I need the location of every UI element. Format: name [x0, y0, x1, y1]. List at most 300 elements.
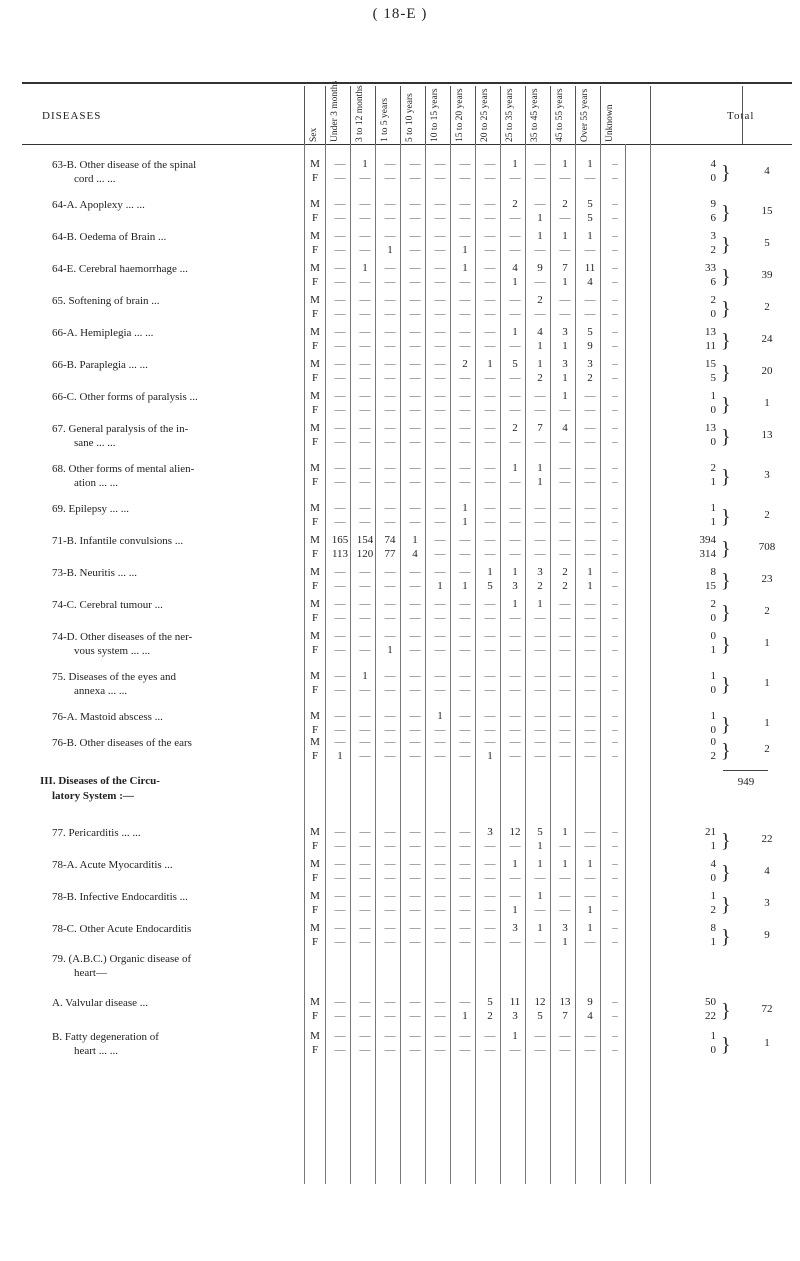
age-cell: — — [559, 308, 571, 320]
total-male: 50 — [705, 996, 716, 1008]
disease-name: 76-B. Other diseases of the ears — [52, 737, 192, 749]
age-cell: — — [484, 502, 496, 514]
age-cell: — — [484, 840, 496, 852]
age-cell: 1 — [362, 158, 368, 170]
age-cell: 1 — [462, 262, 468, 274]
total-female: 1 — [710, 476, 716, 488]
brace-icon: } — [721, 466, 731, 488]
age-cell: — — [384, 904, 396, 916]
age-cell: 2 — [537, 580, 543, 592]
disease-name: 64-E. Cerebral haemorrhage ... — [52, 263, 188, 275]
row-total: 24 — [761, 333, 773, 345]
brace-icon: } — [721, 1000, 731, 1022]
age-cell: 12 — [534, 996, 546, 1008]
age-cell: – — [612, 1044, 618, 1056]
age-cell: — — [359, 436, 371, 448]
age-cell: 5 — [487, 996, 493, 1008]
age-cell: — — [559, 612, 571, 624]
age-cell: — — [359, 840, 371, 852]
page-number: ( 18-E ) — [372, 6, 428, 22]
age-cell: 1 — [512, 1030, 518, 1042]
sex-label: M — [310, 262, 320, 274]
age-cell: — — [484, 872, 496, 884]
age-cell: — — [434, 212, 446, 224]
total-male: 0 — [710, 630, 716, 642]
age-cell: — — [559, 172, 571, 184]
total-male: 3 — [710, 230, 716, 242]
age-cell: — — [334, 566, 346, 578]
age-cell: — — [534, 198, 546, 210]
header-col-label: 35 to 45 years — [530, 88, 540, 142]
age-cell: — — [359, 212, 371, 224]
age-cell: 1 — [512, 276, 518, 288]
age-cell: — — [509, 644, 521, 656]
age-cell: 5 — [512, 358, 518, 370]
age-cell: — — [384, 840, 396, 852]
age-cell: — — [509, 612, 521, 624]
age-cell: — — [359, 404, 371, 416]
age-cell: — — [434, 1010, 446, 1022]
age-cell: — — [334, 436, 346, 448]
age-cell: — — [384, 462, 396, 474]
age-cell: 1 — [562, 276, 568, 288]
age-cell: — — [459, 308, 471, 320]
disease-name: 71-B. Infantile convulsions ... — [52, 535, 184, 547]
age-cell: — — [384, 358, 396, 370]
age-cell: — — [509, 230, 521, 242]
age-cell: – — [612, 840, 618, 852]
age-cell: — — [484, 230, 496, 242]
age-cell: — — [459, 534, 471, 546]
age-cell: — — [459, 922, 471, 934]
row-total: 708 — [758, 541, 776, 553]
row-total: 1 — [764, 637, 770, 649]
sex-label: F — [311, 172, 319, 184]
total-male: 8 — [710, 922, 716, 934]
age-cell: — — [359, 1030, 371, 1042]
age-cell: — — [459, 904, 471, 916]
age-cell: 5 — [537, 1010, 543, 1022]
total-female: 314 — [699, 548, 716, 560]
age-cell: — — [509, 172, 521, 184]
age-cell: — — [484, 724, 496, 736]
age-cell: — — [584, 630, 596, 642]
age-cell: – — [612, 580, 618, 592]
age-cell: 2 — [537, 372, 543, 384]
age-cell: 1 — [462, 502, 468, 514]
disease-name-cont: vous system ... ... — [74, 645, 151, 657]
age-cell: 1 — [537, 840, 543, 852]
age-cell: – — [612, 996, 618, 1008]
age-cell: 74 — [384, 534, 396, 546]
top-rule — [22, 82, 792, 84]
age-cell: — — [509, 340, 521, 352]
age-cell: — — [359, 612, 371, 624]
age-cell: — — [534, 872, 546, 884]
age-cell: 1 — [512, 566, 518, 578]
age-cell: 4 — [537, 326, 543, 338]
age-cell: — — [484, 462, 496, 474]
age-cell: 7 — [562, 1010, 568, 1022]
age-cell: — — [359, 858, 371, 870]
total-female: 0 — [710, 436, 716, 448]
age-cell: — — [484, 340, 496, 352]
age-cell: — — [334, 1010, 346, 1022]
age-cell: — — [409, 502, 421, 514]
age-cell: — — [584, 308, 596, 320]
age-cell: 4 — [512, 262, 518, 274]
age-cell: — — [459, 890, 471, 902]
total-female: 0 — [710, 1044, 716, 1056]
age-cell: 1 — [562, 372, 568, 384]
age-cell: — — [409, 710, 421, 722]
age-cell: — — [459, 724, 471, 736]
sex-label: M — [310, 1030, 320, 1042]
age-cell: — — [459, 340, 471, 352]
brace-icon: } — [721, 538, 731, 560]
row-total: 1 — [764, 677, 770, 689]
header-col-divider — [425, 86, 426, 144]
age-cell: — — [359, 724, 371, 736]
age-cell: — — [459, 404, 471, 416]
sex-label: M — [310, 922, 320, 934]
brace-icon: } — [721, 394, 731, 416]
age-cell: — — [509, 502, 521, 514]
age-cell: — — [434, 340, 446, 352]
age-cell: — — [434, 244, 446, 256]
age-cell: — — [434, 1044, 446, 1056]
age-cell: — — [584, 1030, 596, 1042]
age-cell: — — [359, 936, 371, 948]
age-cell: — — [559, 1030, 571, 1042]
header-col-label: Under 3 months — [330, 80, 340, 142]
age-cell: — — [484, 276, 496, 288]
age-cell: — — [559, 904, 571, 916]
age-cell: — — [409, 922, 421, 934]
age-cell: — — [559, 502, 571, 514]
age-cell: — — [384, 580, 396, 592]
age-cell: — — [334, 890, 346, 902]
age-cell: 113 — [331, 548, 349, 560]
disease-name: 75. Diseases of the eyes and — [52, 671, 177, 683]
age-cell: — — [434, 462, 446, 474]
age-cell: — — [584, 462, 596, 474]
brace-icon: } — [721, 714, 731, 736]
age-cell: 2 — [562, 566, 568, 578]
age-cell: 5 — [587, 198, 593, 210]
age-cell: — — [434, 872, 446, 884]
sex-label: F — [311, 1010, 319, 1022]
age-cell: — — [559, 244, 571, 256]
age-cell: — — [434, 230, 446, 242]
row-total: 39 — [761, 269, 773, 281]
sex-label: M — [310, 326, 320, 338]
disease-name-cont: heart— — [74, 967, 107, 979]
age-cell: — — [584, 724, 596, 736]
header-col-label: 20 to 25 years — [480, 88, 490, 142]
total-female: 2 — [710, 244, 716, 256]
age-cell: — — [434, 198, 446, 210]
age-cell: — — [334, 840, 346, 852]
total-female: 6 — [710, 276, 716, 288]
sex-label: F — [311, 548, 319, 560]
total-male: 15 — [705, 358, 716, 370]
age-cell: — — [434, 158, 446, 170]
age-cell: — — [384, 516, 396, 528]
disease-name-cont: sane ... ... — [74, 437, 116, 449]
age-cell: — — [334, 212, 346, 224]
age-cell: — — [384, 684, 396, 696]
age-cell: — — [409, 390, 421, 402]
brace-icon: } — [721, 926, 731, 948]
age-cell: — — [384, 890, 396, 902]
age-cell: — — [484, 198, 496, 210]
age-cell: — — [334, 1030, 346, 1042]
header-col-divider — [400, 86, 401, 144]
sex-label: M — [310, 158, 320, 170]
brace-icon: } — [721, 674, 731, 696]
age-cell: — — [434, 276, 446, 288]
age-cell: — — [359, 244, 371, 256]
age-cell: — — [534, 172, 546, 184]
age-cell: — — [584, 1044, 596, 1056]
age-cell: 1 — [487, 566, 493, 578]
age-cell: — — [359, 710, 371, 722]
age-cell: — — [434, 630, 446, 642]
age-cell: 1 — [512, 326, 518, 338]
age-cell: – — [612, 826, 618, 838]
age-cell: 3 — [512, 922, 518, 934]
age-cell: — — [434, 390, 446, 402]
age-cell: — — [434, 262, 446, 274]
sex-label: F — [311, 936, 319, 948]
age-cell: — — [434, 326, 446, 338]
disease-name-cont: cord ... ... — [74, 173, 116, 185]
age-cell: – — [612, 710, 618, 722]
total-male: 21 — [705, 826, 716, 838]
age-cell: — — [459, 230, 471, 242]
age-cell: — — [534, 644, 546, 656]
age-cell: — — [434, 736, 446, 748]
age-cell: — — [459, 684, 471, 696]
age-cell: — — [559, 534, 571, 546]
header-col-divider — [742, 86, 743, 144]
age-cell: – — [612, 922, 618, 934]
age-cell: — — [334, 670, 346, 682]
disease-name: 79. (A.B.C.) Organic disease of — [52, 953, 192, 965]
age-cell: — — [459, 936, 471, 948]
brace-icon: } — [721, 602, 731, 624]
row-total: 2 — [764, 605, 770, 617]
age-cell: – — [612, 736, 618, 748]
age-cell: — — [509, 890, 521, 902]
age-cell: — — [334, 872, 346, 884]
age-cell: – — [612, 276, 618, 288]
age-cell: – — [612, 372, 618, 384]
header-col-label: Over 55 years — [580, 88, 590, 142]
age-cell: — — [484, 710, 496, 722]
disease-name: 68. Other forms of mental alien- — [52, 463, 195, 475]
age-cell: – — [612, 294, 618, 306]
age-cell: — — [509, 840, 521, 852]
sex-label: F — [311, 212, 319, 224]
disease-name: 78-B. Infective Endocarditis ... — [52, 891, 188, 903]
age-cell: 1 — [587, 566, 593, 578]
age-cell: — — [409, 1010, 421, 1022]
age-cell: — — [409, 750, 421, 762]
sex-label: M — [310, 566, 320, 578]
sex-label: M — [310, 826, 320, 838]
total-female: 6 — [710, 212, 716, 224]
age-cell: — — [584, 710, 596, 722]
age-cell: 2 — [562, 198, 568, 210]
age-cell: — — [534, 534, 546, 546]
total-male: 1 — [710, 890, 716, 902]
header-col-divider — [500, 86, 501, 144]
age-cell: — — [434, 308, 446, 320]
age-cell: 1 — [487, 358, 493, 370]
age-cell: 3 — [562, 358, 568, 370]
age-cell: – — [612, 684, 618, 696]
total-female: 5 — [710, 372, 716, 384]
age-cell: – — [612, 548, 618, 560]
age-cell: 1 — [512, 858, 518, 870]
header-col-divider — [525, 86, 526, 144]
age-cell: — — [359, 644, 371, 656]
sex-label: M — [310, 294, 320, 306]
age-cell: — — [559, 736, 571, 748]
age-cell: — — [409, 172, 421, 184]
age-cell: — — [434, 724, 446, 736]
total-male: 1 — [710, 670, 716, 682]
age-cell: — — [534, 390, 546, 402]
age-cell: — — [584, 826, 596, 838]
age-cell: — — [434, 890, 446, 902]
total-male: 2 — [710, 462, 716, 474]
age-cell: — — [409, 212, 421, 224]
age-cell: 1 — [562, 158, 568, 170]
age-cell: — — [459, 326, 471, 338]
age-cell: — — [384, 858, 396, 870]
age-cell: – — [612, 670, 618, 682]
age-cell: — — [484, 516, 496, 528]
age-cell: 2 — [487, 1010, 493, 1022]
age-cell: — — [509, 724, 521, 736]
sex-label: F — [311, 476, 319, 488]
age-cell: 2 — [512, 422, 518, 434]
age-cell: — — [384, 476, 396, 488]
age-cell: — — [484, 736, 496, 748]
section-title-cont: latory System :— — [52, 790, 134, 802]
sex-label: M — [310, 996, 320, 1008]
total-female: 0 — [710, 724, 716, 736]
row-total: 15 — [761, 205, 773, 217]
age-cell: — — [359, 462, 371, 474]
row-total: 72 — [761, 1003, 773, 1015]
age-cell: — — [434, 644, 446, 656]
total-female: 1 — [710, 516, 716, 528]
age-cell: — — [384, 750, 396, 762]
age-cell: — — [384, 294, 396, 306]
age-cell: — — [384, 1030, 396, 1042]
sex-label: M — [310, 858, 320, 870]
age-cell: — — [584, 936, 596, 948]
age-cell: — — [484, 244, 496, 256]
age-cell: — — [384, 1044, 396, 1056]
age-cell: — — [534, 158, 546, 170]
row-total: 4 — [764, 865, 770, 877]
age-cell: — — [484, 612, 496, 624]
age-cell: — — [384, 502, 396, 514]
age-cell: — — [384, 1010, 396, 1022]
row-total: 1 — [764, 397, 770, 409]
age-cell: — — [584, 612, 596, 624]
age-cell: — — [484, 670, 496, 682]
age-cell: — — [334, 580, 346, 592]
age-cell: 1 — [387, 644, 393, 656]
age-cell: 1 — [512, 158, 518, 170]
age-cell: — — [334, 358, 346, 370]
sex-label: M — [310, 358, 320, 370]
disease-name-cont: annexa ... ... — [74, 685, 128, 697]
age-cell: — — [384, 372, 396, 384]
age-cell: — — [484, 476, 496, 488]
age-cell: 11 — [509, 996, 521, 1008]
age-cell: — — [534, 710, 546, 722]
total-female: 22 — [705, 1010, 716, 1022]
age-cell: 1 — [487, 750, 493, 762]
sex-label: M — [310, 670, 320, 682]
sex-label: F — [311, 308, 319, 320]
age-cell: — — [459, 630, 471, 642]
age-cell: – — [612, 612, 618, 624]
age-cell: — — [459, 750, 471, 762]
row-total: 1 — [764, 1037, 770, 1049]
total-male: 4 — [710, 158, 716, 170]
age-cell: — — [409, 404, 421, 416]
age-cell: 3 — [587, 358, 593, 370]
age-cell: — — [559, 872, 571, 884]
age-cell: — — [584, 644, 596, 656]
age-cell: — — [409, 670, 421, 682]
age-cell: – — [612, 516, 618, 528]
age-cell: – — [612, 566, 618, 578]
age-cell: — — [384, 172, 396, 184]
age-cell: 1 — [537, 890, 543, 902]
age-cell: 1 — [512, 598, 518, 610]
age-cell: — — [359, 340, 371, 352]
age-cell: — — [434, 358, 446, 370]
age-cell: — — [584, 436, 596, 448]
total-female: 0 — [710, 612, 716, 624]
age-cell: — — [384, 326, 396, 338]
age-cell: — — [459, 996, 471, 1008]
age-cell: — — [334, 326, 346, 338]
total-male: 1 — [710, 710, 716, 722]
age-cell: — — [534, 612, 546, 624]
total-female: 0 — [710, 172, 716, 184]
row-total: 3 — [764, 469, 770, 481]
sex-label: F — [311, 840, 319, 852]
age-cell: 12 — [509, 826, 521, 838]
age-cell: 7 — [562, 262, 568, 274]
age-cell: – — [612, 858, 618, 870]
age-cell: — — [334, 1044, 346, 1056]
age-cell: — — [334, 404, 346, 416]
age-cell: — — [459, 710, 471, 722]
age-cell: — — [409, 358, 421, 370]
age-cell: — — [459, 158, 471, 170]
